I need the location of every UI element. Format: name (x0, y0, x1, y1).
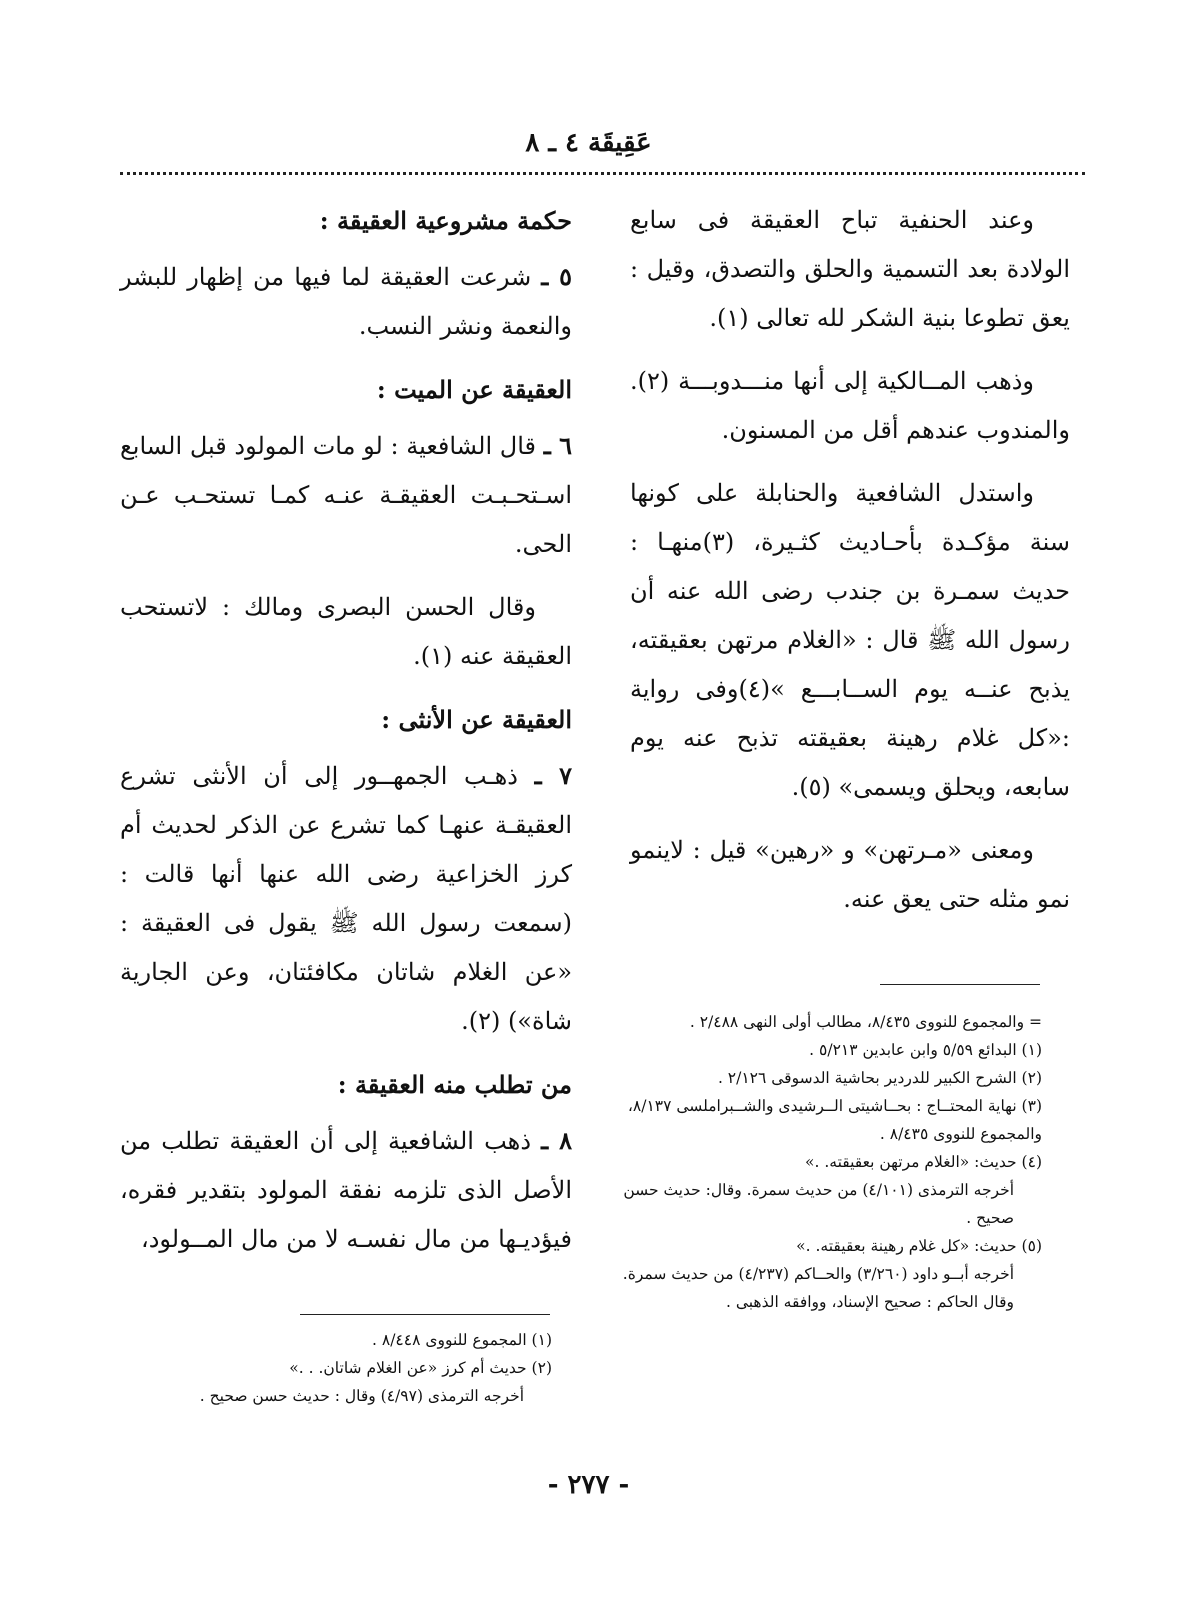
footnote-1: (١) البدائع ٥/٥٩ وابن عابدين ٥/٢١٣ . (809, 1041, 1042, 1059)
footnote-4-source: أخرجه الترمذى (٤/١٠١) من حديث سمرة. وقال: حديث حسن صحيح . (623, 1181, 1014, 1227)
page-number: - ٢٧٧ - (547, 1470, 630, 1500)
header-dotted-rule (120, 172, 1085, 175)
footnote-2: (٢) الشرح الكبير للدردير بحاشية الدسوقى ٢/١٢٦ . (717, 1069, 1042, 1087)
footnote-5: (٥) حديث: «كل غلام رهينة بعقيقته. .» (796, 1237, 1042, 1255)
footnote-4: (٤) حديث: «الغلام مرتهن بعقيقته. .» (805, 1153, 1042, 1171)
paragraph-5 (120, 252, 572, 351)
section-heading-deceased: العقيقة عن الميت : (376, 375, 572, 404)
running-head: عَقِيقَة ٤ ـ ٨ (525, 128, 652, 158)
right-footnote-rule (880, 984, 1040, 985)
right-footnotes (610, 1008, 1042, 1316)
footnote-3: (٣) نهاية المحتــاج : بحــاشيتى الــرشيدى والشــبراملسى ٨/١٣٧، والمجموع للنووى ٨/٤٣٥ . (627, 1097, 1042, 1143)
paragraph-8 (120, 1116, 572, 1264)
paragraph-text: ذهب الشافعية إلى أن العقيقة تطلب من الأصل الذى تلزمه نفقة المولود بتقدير فقره، فيؤديـها من مال نفسـه لا من مال المــولود، (120, 1127, 572, 1253)
paragraph-number: ٦ ـ (543, 431, 573, 460)
paragraph-number: ٧ ـ (534, 761, 572, 790)
paragraph-text: قال الشافعية : لو مات المولود قبل السابع اسـتحـبـت العقيقـة عنـه كمـا تستحـب عـن الحى. (120, 432, 572, 558)
paragraph-hanafi: وعند الحنفية تباح العقيقة فى سابع الولادة بعد التسمية والحلق والتصدق، وقيل : يعق تطوعا بنية الشكر لله تعالى (١). (630, 206, 1070, 332)
footnote-1: (١) المجموع للنووى ٨/٤٤٨ . (372, 1331, 552, 1349)
paragraph-number: ٥ ـ (541, 262, 572, 291)
paragraph-maliki: وذهب المــالكية إلى أنها منـــدوبـــة (٢). والمندوب عندهم أقل من المسنون. (630, 367, 1070, 444)
paragraph-text: ذهـب الجمهــور إلى أن الأنثى تشرع العقيقـة عنهـا كما تشرع عن الذكر لحديث أم كرز الخزاعية رضى الله عنها أنها قالت : (سمعت رسول الله ﷺ يقول فى العقيقة : «عن الغلام شاتان مكافئتان، وعن الجارية شاة») (٢). (120, 762, 572, 1035)
paragraph-shafii-hanbali: واستدل الشافعية والحنابلة على كونها سنة مؤكـدة بأحـاديث كثـيرة، (٣)منهـا : حديث سمـرة بن جندب رضى الله عنه أن رسول الله ﷺ قال : «الغلام مرتهن بعقيقته، يذبح عنــه يوم الســابـــع »(٤)وفى رواية :«كل غلام رهينة بعقيقته تذبح عنه يوم سابعه، ويحلق ويسمى» (٥). (630, 479, 1071, 801)
left-column (120, 196, 572, 1278)
footnote-5-source: أخرجه أبــو داود (٣/٢٦٠) والحــاكم (٤/٢٣٧) من حديث سمرة. وقال الحاكم : صحيح الإسناد، ووافقه الذهبى . (622, 1265, 1014, 1311)
left-footnotes (120, 1326, 552, 1410)
footnote-2: (٢) حديث أم كرز «عن الغلام شاتان. . .» (289, 1359, 552, 1377)
paragraph-text: شرعت العقيقة لما فيها من إظهار للبشر والنعمة ونشر النسب. (120, 263, 572, 340)
section-heading-female: العقيقة عن الأنثى : (381, 705, 572, 734)
footnote-2-source: أخرجه الترمذى (٤/٩٧) وقال : حديث حسن صحيح . (199, 1387, 524, 1405)
left-footnote-rule (300, 1314, 550, 1315)
paragraph-6b: وقال الحسن البصرى ومالك : لاتستحب العقيقة عنه (١). (120, 593, 572, 670)
right-column (630, 196, 1070, 938)
footnote-continued: = والمجموع للنووى ٨/٤٣٥، مطالب أولى النهى ٢/٤٨٨ . (689, 1013, 1042, 1031)
section-heading-wisdom: حكمة مشروعية العقيقة : (319, 206, 572, 235)
paragraph-6 (120, 421, 572, 569)
paragraph-7 (120, 751, 572, 1046)
paragraph-number: ٨ ـ (541, 1126, 572, 1155)
section-heading-who: من تطلب منه العقيقة : (337, 1070, 572, 1099)
paragraph-meaning: ومعنى «مـرتهن» و «رهين» قيل : لاينمو نمو مثله حتى يعق عنه. (630, 836, 1070, 913)
